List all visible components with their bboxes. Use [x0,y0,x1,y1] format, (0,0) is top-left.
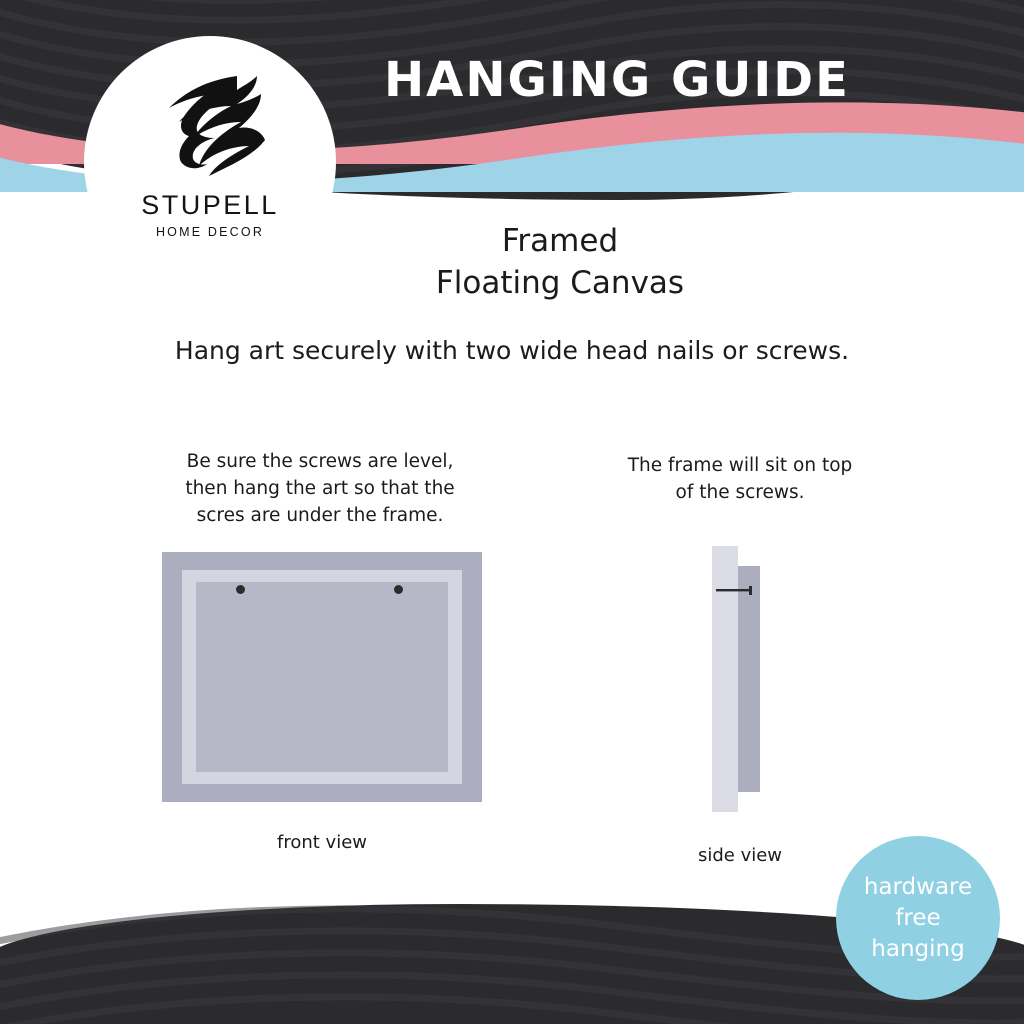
front-frame-canvas [196,582,448,772]
stupell-swirl-logo-icon [145,70,275,180]
front-caption-line1: Be sure the screws are level, [186,451,454,472]
hardware-free-badge [836,836,1000,1000]
side-view-screw-icon [716,586,756,595]
side-caption-line1: The frame will sit on top [627,455,853,476]
brand-logo [84,36,336,288]
front-caption-line3: scres are under the frame. [196,505,444,526]
screw-dot-left [236,585,245,594]
badge-line2: free [895,904,941,931]
side-view-caption [580,452,900,506]
badge-line1: hardware [863,873,973,900]
brand-name: STUPELL [141,190,279,220]
side-view-label: side view [697,845,783,866]
brand-tagline: HOME DECOR [155,225,265,239]
product-name-line2: Floating Canvas [435,265,685,301]
side-caption-line2: of the screws. [675,482,805,503]
screw-dot-right [394,585,403,594]
front-view-caption [140,448,500,529]
front-caption-line2: then hang the art so that the [185,478,455,499]
front-view-diagram [162,552,482,802]
main-instruction: Hang art securely with two wide head nails or screws. [174,336,850,365]
product-name [350,220,770,304]
product-name-line1: Framed [501,223,619,259]
side-view-frame [738,566,760,792]
page-title: HANGING GUIDE [384,52,850,108]
badge-line3: hanging [871,935,965,962]
front-view-label: front view [277,832,367,853]
